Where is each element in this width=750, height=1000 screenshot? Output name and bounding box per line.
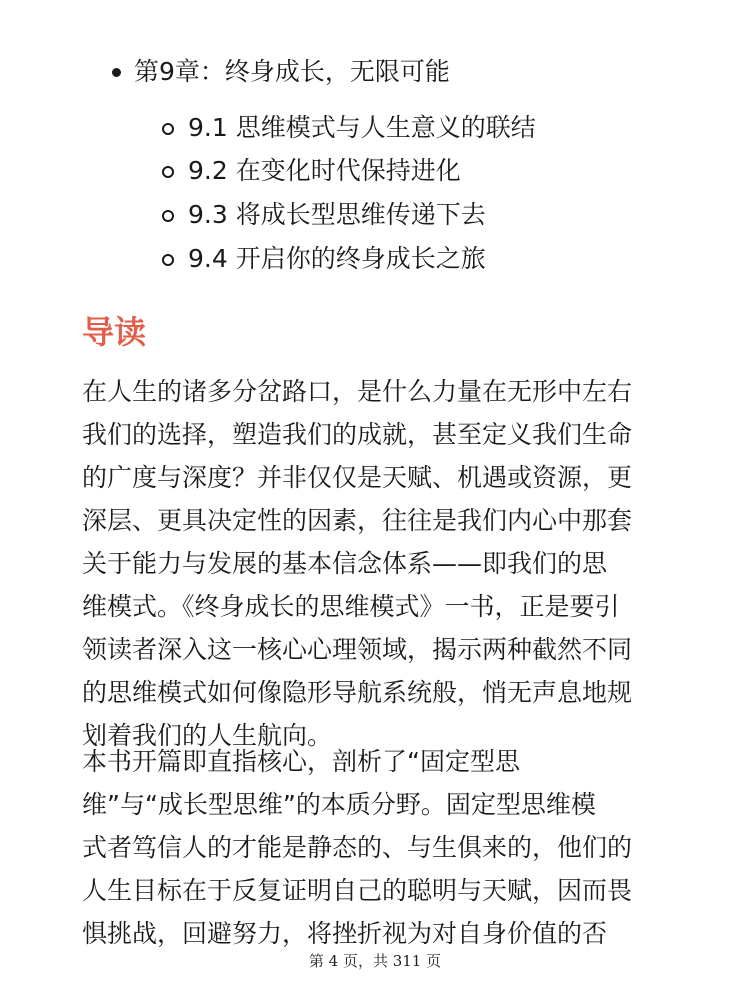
paragraph-line: 划着我们的人生航向。 xyxy=(82,721,333,750)
section-label: 9.2 在变化时代保持进化 xyxy=(188,156,461,185)
paragraph-line: 关于能力与发展的基本信念体系——即我们的思 xyxy=(82,549,608,578)
bullet-dot-icon xyxy=(112,68,121,77)
intro-paragraph-1 xyxy=(82,370,632,757)
bullet-circle-icon xyxy=(162,254,174,266)
paragraph-line: 我们的选择，塑造我们的成就，甚至定义我们生命 xyxy=(82,420,633,449)
paragraph-line: 本书开篇即直指核心，剖析了“固定型思 xyxy=(82,747,520,776)
bullet-circle-icon xyxy=(162,210,174,222)
paragraph-line: 维模式。《终身成长的思维模式》一书，正是要引 xyxy=(82,592,620,621)
paragraph-line: 的广度与深度？并非仅仅是天赋、机遇或资源，更 xyxy=(82,463,633,492)
paragraph-line: 惧挑战，回避努力，将挫折视为对自身价值的否 xyxy=(82,919,608,948)
paragraph-line: 领读者深入这一核心心理领域，揭示两种截然不同 xyxy=(82,635,633,664)
section-label: 9.3 将成长型思维传递下去 xyxy=(188,200,486,229)
paragraph-line: 式者笃信人的才能是静态的、与生俱来的，他们的 xyxy=(82,833,633,862)
intro-paragraph-2 xyxy=(82,740,632,955)
paragraph-line: 在人生的诸多分岔路口，是什么力量在无形中左右 xyxy=(82,377,633,406)
paragraph-line: 的思维模式如何像隐形导航系统般，悄无声息地规 xyxy=(82,678,633,707)
section-label: 9.1 思维模式与人生意义的联结 xyxy=(188,113,536,142)
chapter-title: 第9章：终身成长，无限可能 xyxy=(134,57,450,86)
page-number-footer: 第 4 页，共 311 页 xyxy=(308,952,442,970)
paragraph-line: 维”与“成长型思维”的本质分野。固定型思维模 xyxy=(82,790,596,819)
intro-heading: 导读 xyxy=(82,313,147,351)
paragraph-line: 深层、更具决定性的因素，往往是我们内心中那套 xyxy=(82,506,633,535)
bullet-circle-icon xyxy=(162,123,174,135)
section-label: 9.4 开启你的终身成长之旅 xyxy=(188,244,486,273)
paragraph-line: 人生目标在于反复证明自己的聪明与天赋，因而畏 xyxy=(82,876,633,905)
bullet-circle-icon xyxy=(162,166,174,178)
